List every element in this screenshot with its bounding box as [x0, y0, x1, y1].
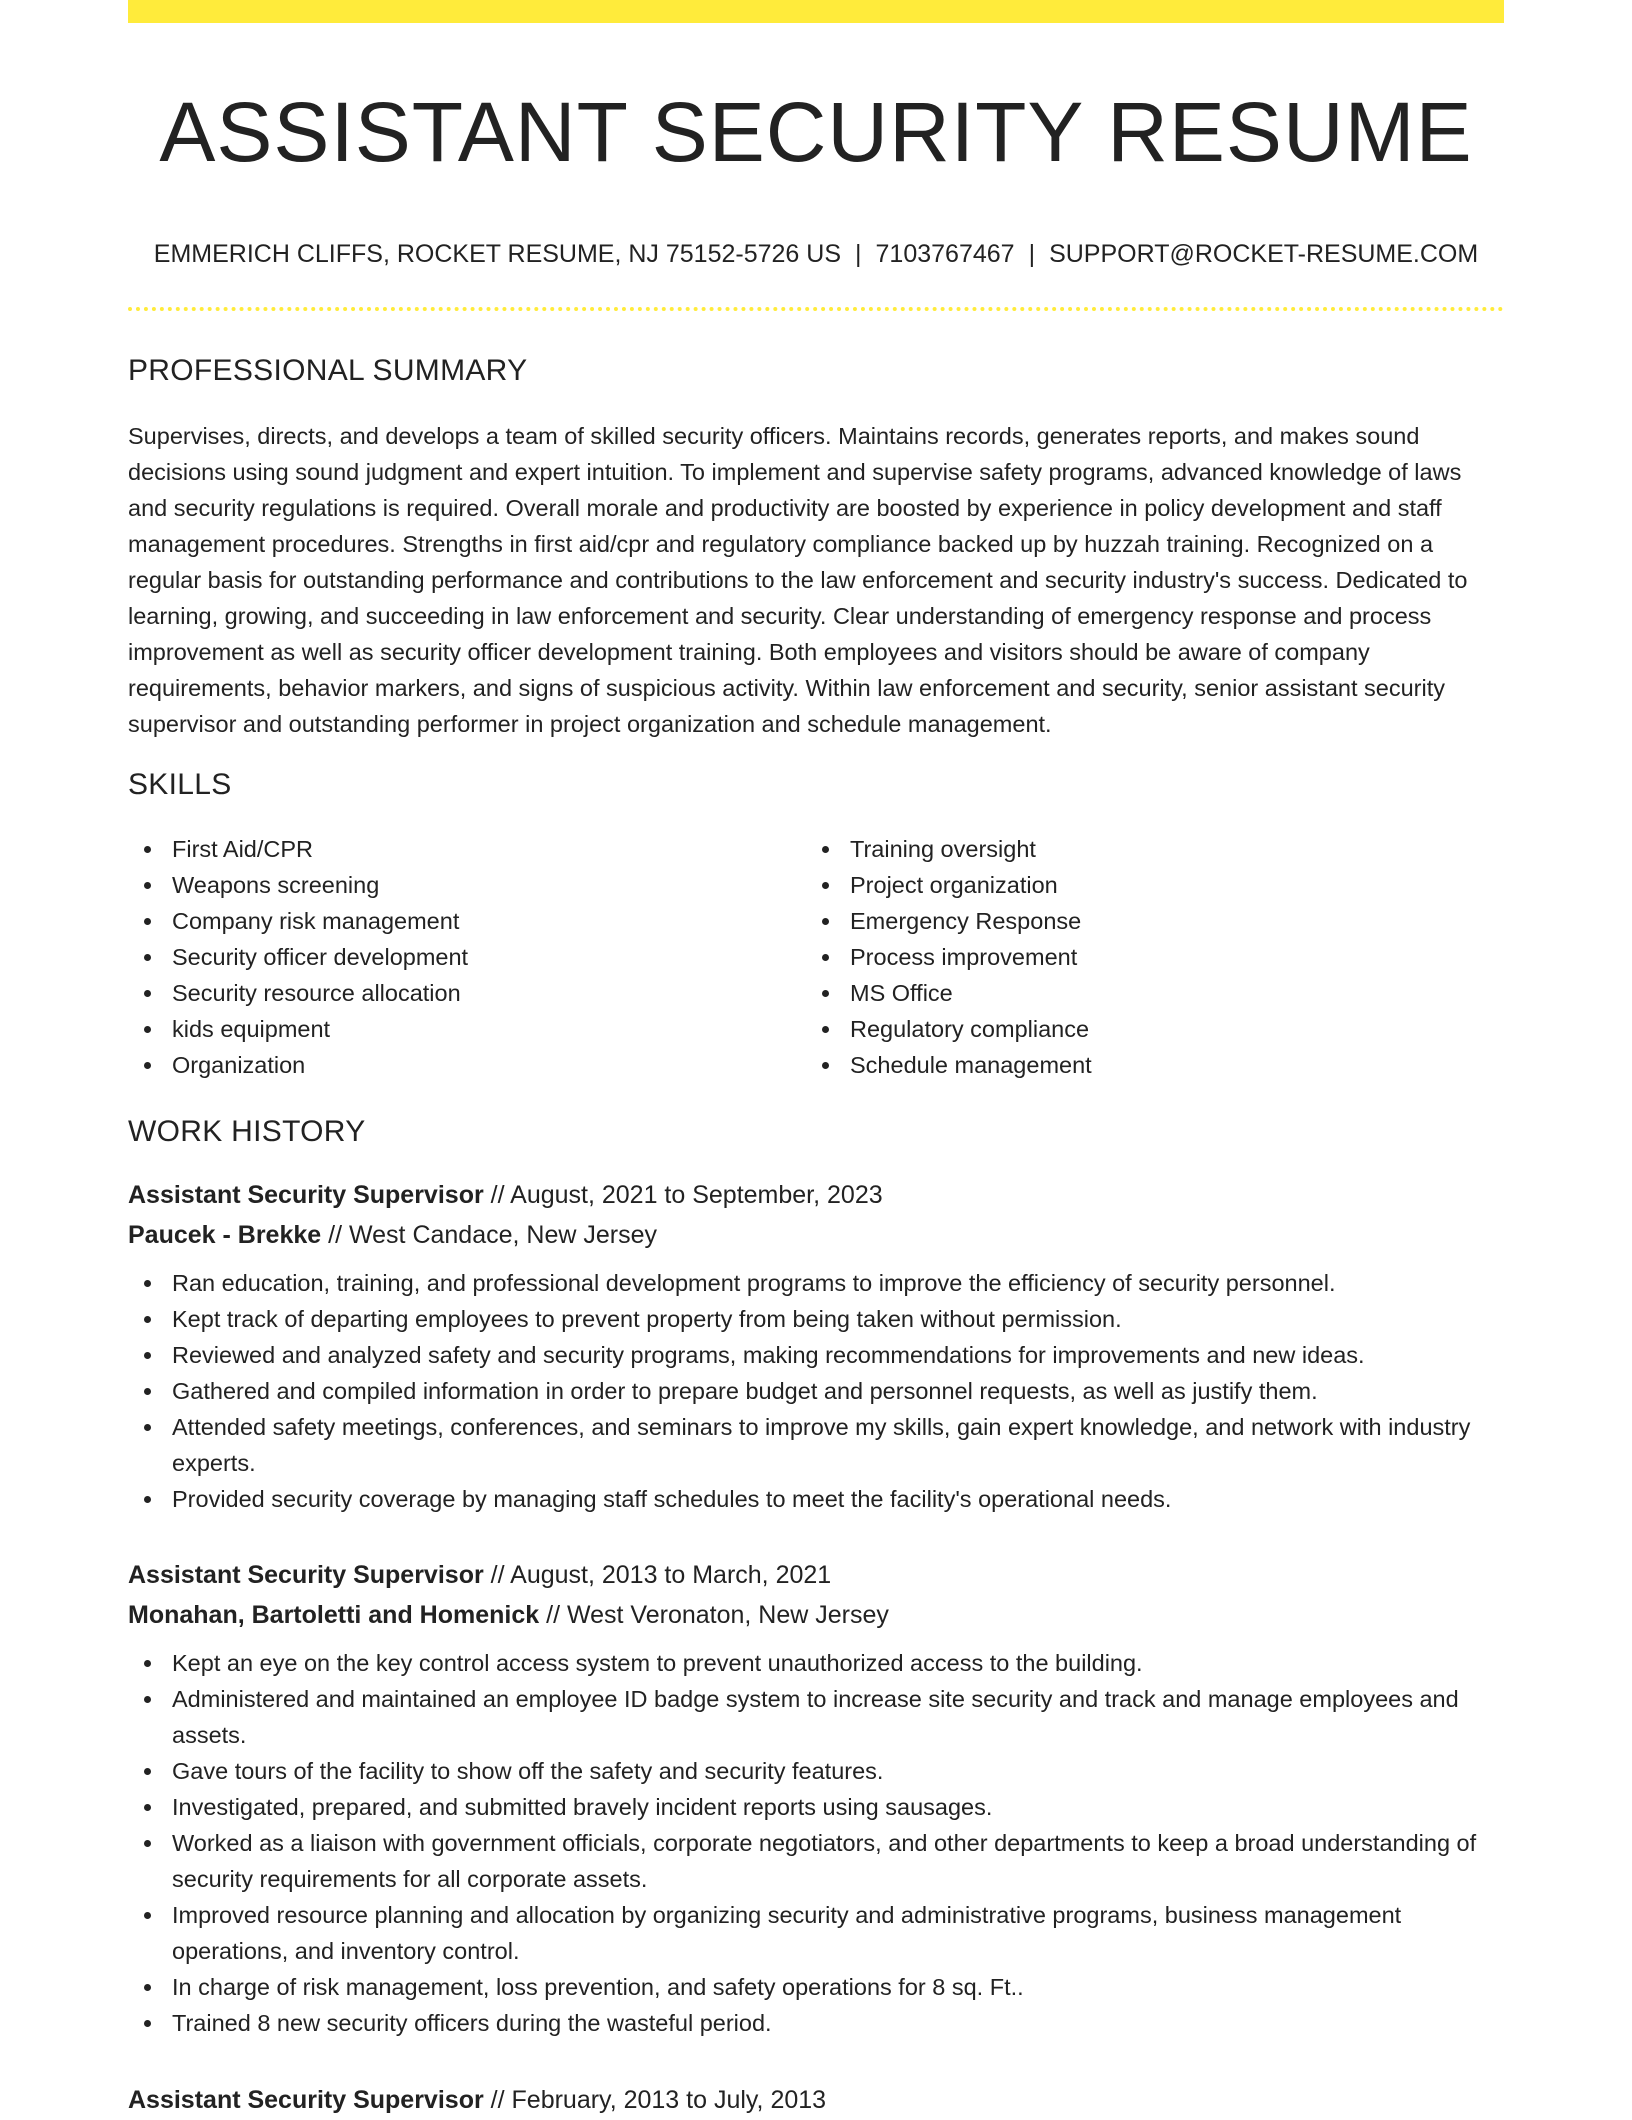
top-accent-bar: [128, 0, 1504, 23]
job-role: Assistant Security Supervisor: [128, 2086, 484, 2114]
job-role-line: [128, 1555, 1504, 1595]
summary-heading: PROFESSIONAL SUMMARY: [128, 354, 528, 387]
skill-item: kids equipment: [128, 1011, 768, 1047]
contact-address: EMMERICH CLIFFS, ROCKET RESUME, NJ 75152-5726 US: [153, 240, 842, 268]
contact-email: SUPPORT@ROCKET-RESUME.COM: [1049, 240, 1479, 268]
skill-item: Regulatory compliance: [806, 1011, 1446, 1047]
job-bullets: [128, 1265, 1504, 1517]
skill-item: Schedule management: [806, 1047, 1446, 1083]
skills-heading: SKILLS: [128, 768, 232, 801]
job-bullet: Kept track of departing employees to prevent property from being taken without permission.: [128, 1301, 1504, 1337]
contact-line: [128, 240, 1504, 269]
skill-item: Company risk management: [128, 903, 768, 939]
job-company: Monahan, Bartoletti and Homenick: [128, 1601, 540, 1629]
job-bullet: Kept an eye on the key control access system to prevent unauthorized access to the building.: [128, 1645, 1504, 1681]
job-bullet: Worked as a liaison with government officials, corporate negotiators, and other departments to keep a broad understanding of security requirements for all corporate assets.: [128, 1825, 1504, 1897]
job-location: West Candace, New Jersey: [349, 1221, 657, 1249]
work-history-heading: WORK HISTORY: [128, 1115, 366, 1148]
job-separator: //: [490, 1181, 505, 1209]
skill-item: First Aid/CPR: [128, 831, 768, 867]
job-dates: August, 2021 to September, 2023: [510, 1181, 883, 1209]
job-company: Paucek - Brekke: [128, 1221, 322, 1249]
job-bullet: Attended safety meetings, conferences, and seminars to improve my skills, gain expert knowledge, and network with industry experts.: [128, 1409, 1504, 1481]
job-bullet: Investigated, prepared, and submitted bravely incident reports using sausages.: [128, 1789, 1504, 1825]
job-bullet: Trained 8 new security officers during the wasteful period.: [128, 2005, 1504, 2041]
job-dates: February, 2013 to July, 2013: [511, 2086, 827, 2114]
job-bullet: Provided security coverage by managing staff schedules to meet the facility's operational needs.: [128, 1481, 1504, 1517]
summary-text: Supervises, directs, and develops a team of skilled security officers. Maintains records, generates reports, and makes sound decisions using sound judgment and expert intuition. To implement and supervise safety programs, advanced knowledge of laws and security regulations is required. Overall morale and productivity are boosted by experience in policy development and staff management procedures. Strengths in first aid/cpr and regulatory compliance backed up by huzzah training. Recognized on a regular basis for outstanding performance and contributions to the law enforcement and security industry's success. Dedicated to learning, growing, and succeeding in law enforcement and security. Clear understanding of emergency response and process improvement as well as security officer development training. Both employees and visitors should be aware of company requirements, behavior markers, and signs of suspicious activity. Within law enforcement and security, senior assistant security supervisor and outstanding performer in project organization and schedule management.: [128, 423, 1468, 737]
dotted-divider: [128, 307, 1504, 311]
job-bullet: In charge of risk management, loss prevention, and safety operations for 8 sq. Ft..: [128, 1969, 1504, 2005]
skill-item: Weapons screening: [128, 867, 768, 903]
job-bullet: Improved resource planning and allocation by organizing security and administrative programs, business management operations, and inventory control.: [128, 1897, 1504, 1969]
job-bullet: Gave tours of the facility to show off the safety and security features.: [128, 1753, 1504, 1789]
skill-item: Security resource allocation: [128, 975, 768, 1011]
job-bullet: Reviewed and analyzed safety and security programs, making recommendations for improvements and new ideas.: [128, 1337, 1504, 1373]
job-role-line: [128, 1175, 1504, 1215]
job-bullet: Gathered and compiled information in order to prepare budget and personnel requests, as well as justify them.: [128, 1373, 1504, 1409]
job-role: Assistant Security Supervisor: [128, 1181, 484, 1209]
skill-item: Emergency Response: [806, 903, 1446, 939]
job-company-line: [128, 1215, 1504, 1255]
job-separator: //: [490, 1561, 505, 1589]
contact-separator: |: [855, 240, 862, 268]
skill-item: Security officer development: [128, 939, 768, 975]
skill-item: MS Office: [806, 975, 1446, 1011]
job-bullet: Ran education, training, and professional development programs to improve the efficiency of security personnel.: [128, 1265, 1504, 1301]
job-dates: August, 2013 to March, 2021: [510, 1561, 832, 1589]
skills-list-left: [128, 831, 768, 1083]
job-bullets: [128, 1645, 1504, 2041]
job-location: West Veronaton, New Jersey: [566, 1601, 889, 1629]
resume-title: ASSISTANT SECURITY RESUME: [159, 85, 1473, 179]
contact-phone: 7103767467: [875, 240, 1015, 268]
skill-item: Training oversight: [806, 831, 1446, 867]
skills-list-right: [806, 831, 1446, 1083]
job-role: Assistant Security Supervisor: [128, 1561, 484, 1589]
job-company-line: [128, 1595, 1504, 1635]
contact-separator: |: [1028, 240, 1036, 268]
job-entry: [128, 2080, 1504, 2120]
job-separator: //: [490, 2086, 505, 2114]
job-bullet: Administered and maintained an employee ID badge system to increase site security and track and manage employees and assets.: [128, 1681, 1504, 1753]
job-entry: [128, 1175, 1504, 1517]
job-role-line: [128, 2080, 1504, 2120]
job-separator: //: [328, 1221, 343, 1249]
skill-item: Process improvement: [806, 939, 1446, 975]
skill-item: Project organization: [806, 867, 1446, 903]
job-separator: //: [546, 1601, 561, 1629]
job-entry: [128, 1555, 1504, 2041]
skill-item: Organization: [128, 1047, 768, 1083]
